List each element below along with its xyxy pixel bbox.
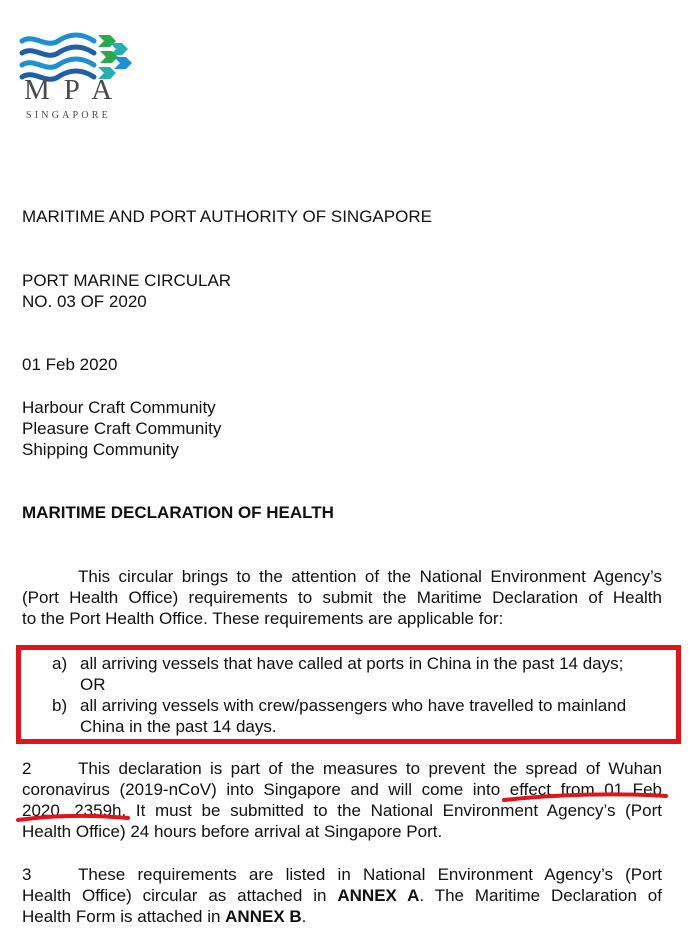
paragraph-line: (Port Health Office) requirements to submit the Maritime Declaration of Health — [22, 588, 662, 607]
recipient: Shipping Community — [22, 440, 179, 459]
logo-subtitle: SINGAPORE — [26, 110, 111, 121]
paragraph-line: . The Maritime Declaration of — [419, 886, 662, 905]
paragraph-line: to the Port Health Office. These requirements are applicable for: — [22, 609, 504, 628]
paragraph-number: 3 — [22, 865, 32, 884]
paragraph-line: . It must be submitted to the National Environment Agency’s (Port — [121, 801, 662, 820]
annex-b-reference: ANNEX B — [225, 907, 302, 926]
condition-b-label: b) — [52, 696, 68, 715]
circular-number: NO. 03 OF 2020 — [22, 292, 147, 311]
recipient: Pleasure Craft Community — [22, 419, 222, 438]
red-underline-mark — [14, 812, 134, 826]
recipient: Harbour Craft Community — [22, 398, 216, 417]
condition-or: OR — [80, 675, 106, 694]
paragraph-line: Health Form is attached in — [22, 907, 226, 926]
paragraph-intro — [22, 566, 662, 629]
condition-b-text-cont: China in the past 14 days. — [80, 717, 277, 736]
paragraph-number: 2 — [22, 759, 32, 778]
organization-name: MARITIME AND PORT AUTHORITY OF SINGAPORE — [22, 207, 432, 226]
red-underline-mark — [500, 790, 670, 804]
condition-a-label: a) — [52, 654, 68, 673]
annex-a-reference: ANNEX A — [337, 886, 420, 905]
circular-date: 01 Feb 2020 — [22, 355, 118, 374]
condition-b-text: all arriving vessels with crew/passengers who have travelled to mainland — [80, 696, 627, 715]
circular-title: PORT MARINE CIRCULAR — [22, 271, 232, 290]
paragraph-line: Health Office) 24 hours before arrival at Singapore Port. — [22, 822, 443, 841]
document-title: MARITIME DECLARATION OF HEALTH — [22, 503, 334, 522]
logo-name: MPA — [24, 74, 127, 106]
effective-time-text: 2020, 2359h — [22, 801, 122, 820]
paragraph-line: This declaration is part of the measures to prevent the spread of Wuhan — [78, 759, 662, 778]
paragraph-line: These requirements are listed in National Environment Agency’s (Port — [78, 865, 662, 884]
effective-date-text: effect from 01 Feb — [509, 780, 662, 799]
paragraph-line: This circular brings to the attention of the National Environment Agency’s — [78, 567, 662, 586]
paragraph-3 — [22, 864, 662, 927]
paragraph-line: Health Office) circular as attached in — [22, 886, 338, 905]
paragraph-line: . — [301, 907, 307, 926]
condition-a-text: all arriving vessels that have called at ports in China in the past 14 days; — [80, 654, 624, 673]
paragraph-line: coronavirus (2019-nCoV) into Singapore and will come into — [22, 780, 510, 799]
